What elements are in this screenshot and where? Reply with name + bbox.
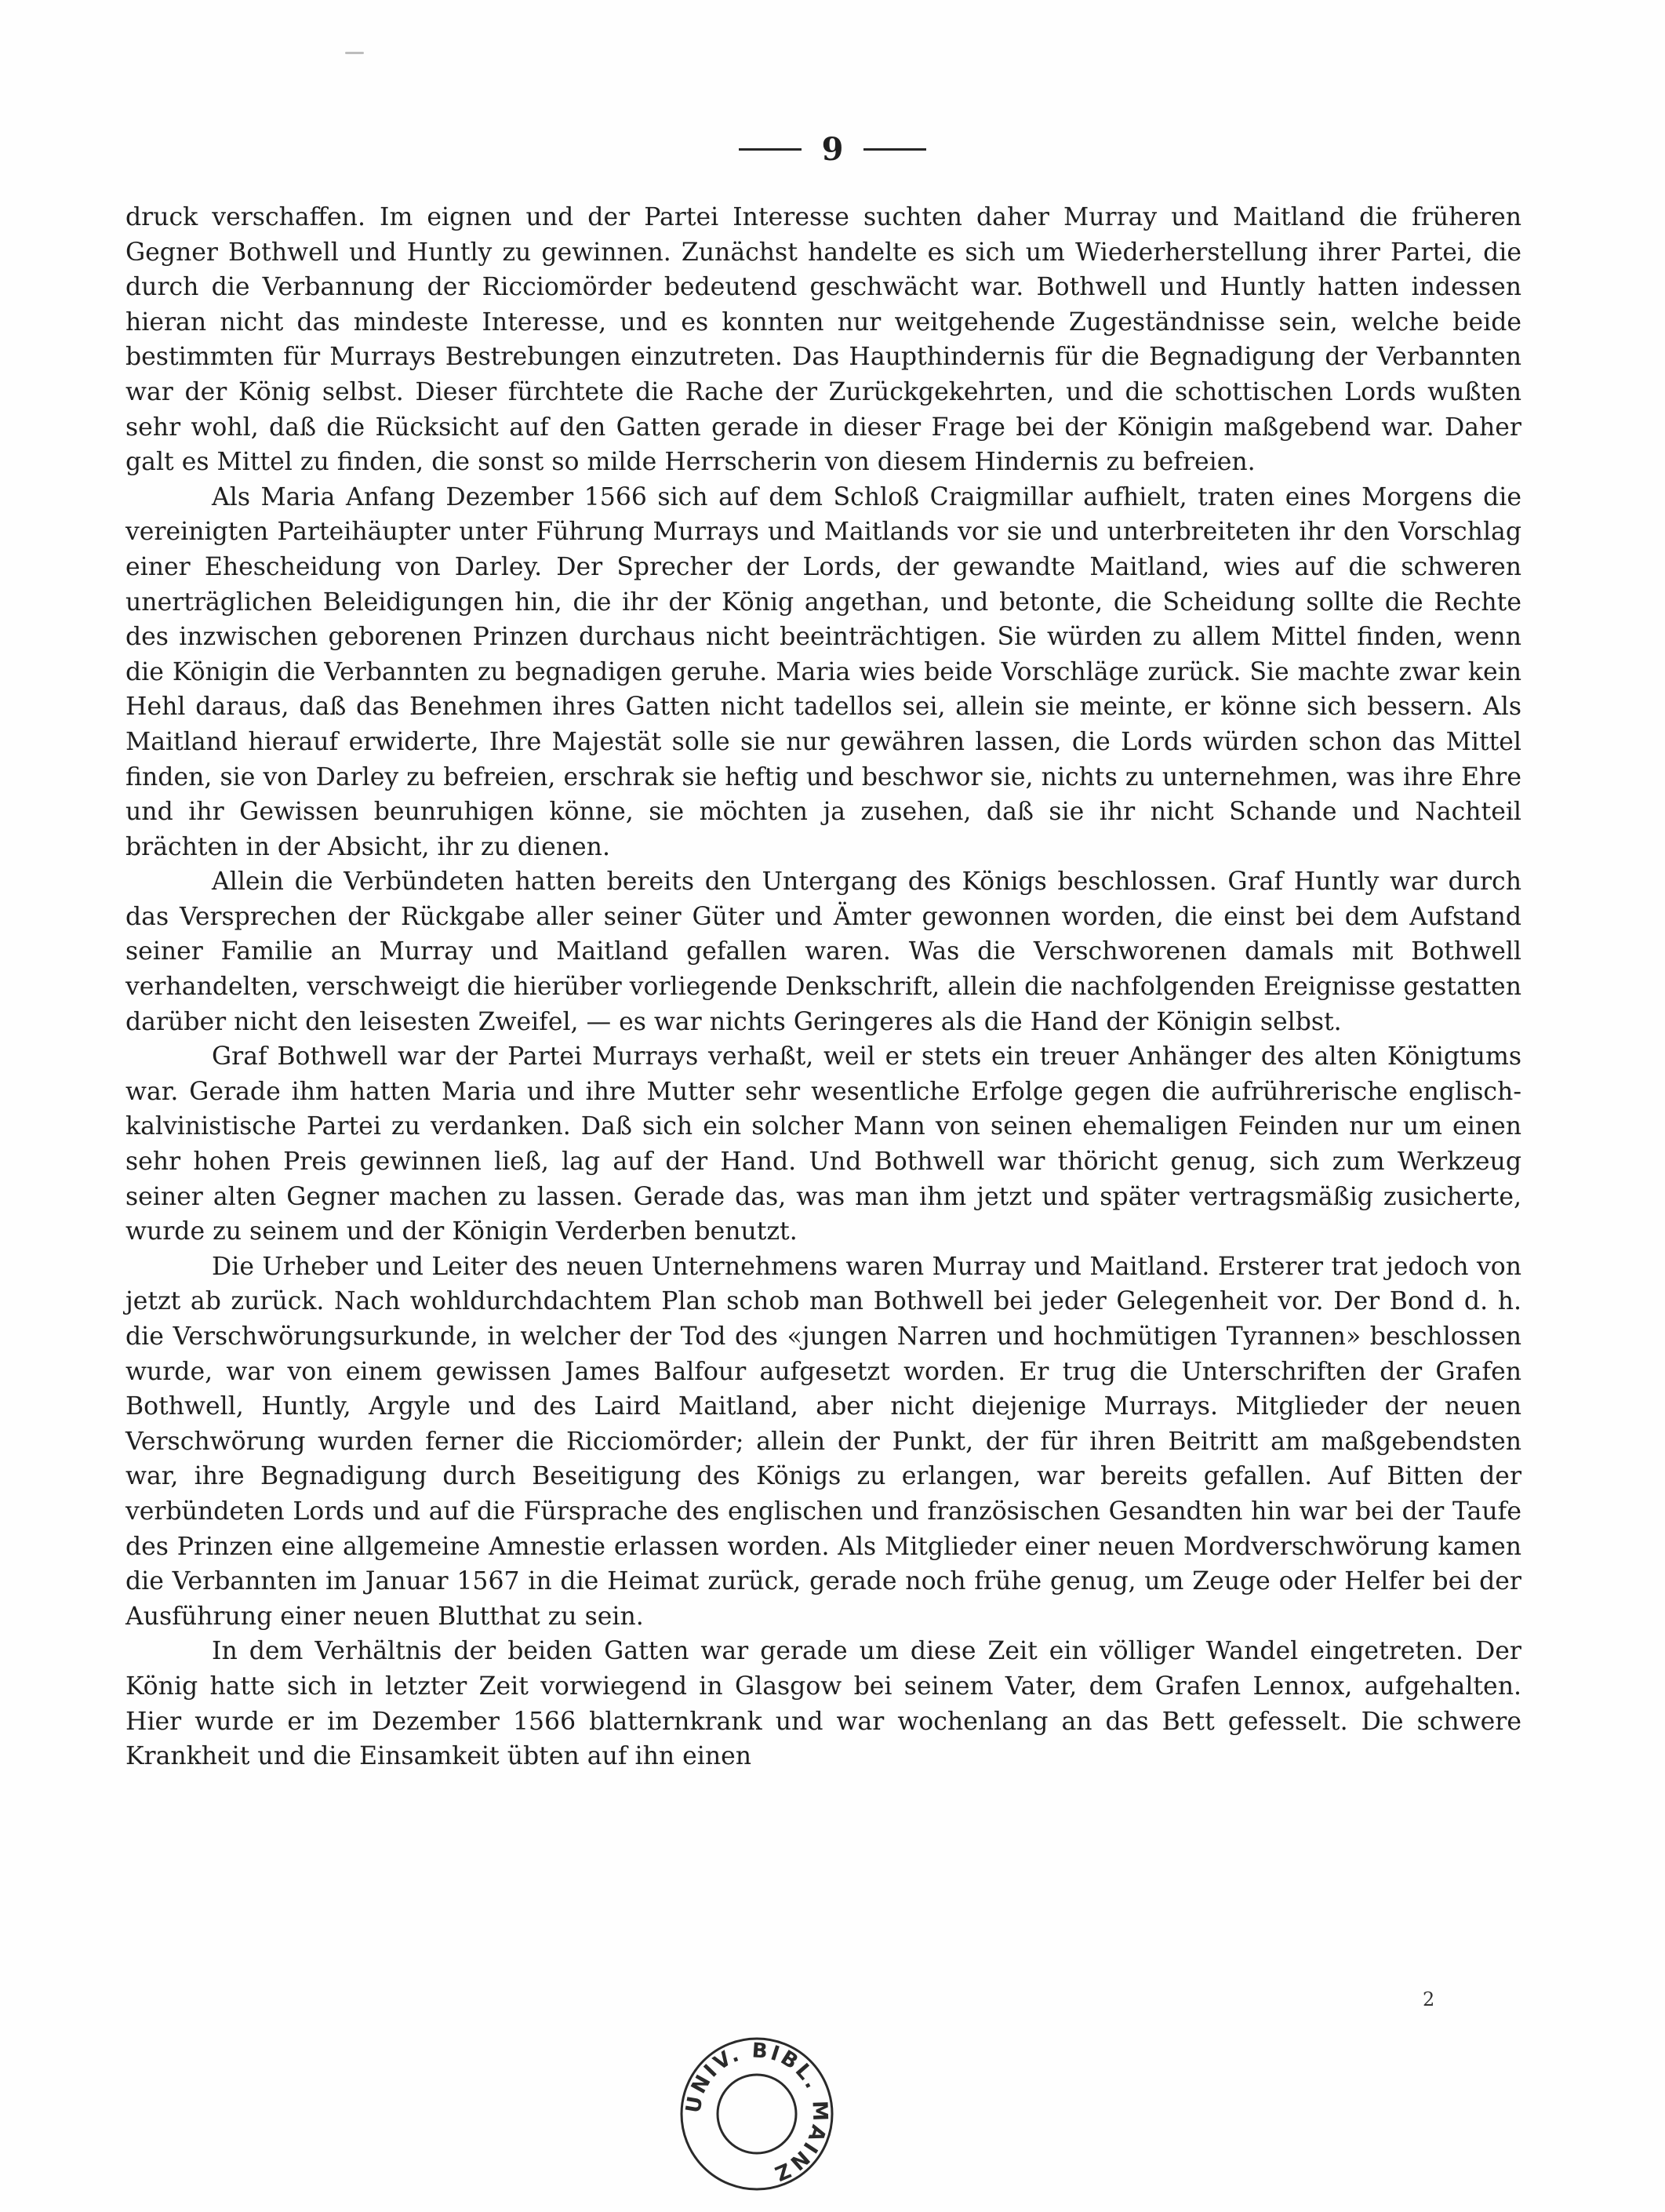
- page-header: [0, 124, 1665, 174]
- scan-smudge: [345, 52, 364, 54]
- stamp-ring-text: UNIV. BIBL. MAINZ: [682, 2039, 832, 2186]
- body-text: [125, 200, 1521, 1774]
- paragraph: Als Maria Anfang Dezember 1566 sich auf dem Schloß Craigmillar aufhielt, traten eines Morgens die vereinigten Parteihäupter unter Führung Murrays und Maitlands vor sie und unterbreiteten ihr den Vorschlag einer Ehescheidung von Darley. Der Sprecher der Lords, der gewandte Maitland, wies auf die schweren unerträglichen Beleidigungen hin, die ihr der König angethan, und betonte, die Scheidung sollte die Rechte des inzwischen geborenen Prinzen durchaus nicht beeinträchtigen. Sie würden zu allem Mittel finden, wenn die Königin die Verbannten zu begnadigen geruhe. Maria wies beide Vorschläge zurück. Sie machte zwar kein Hehl daraus, daß das Benehmen ihres Gatten nicht tadellos sei, allein sie meinte, er könne sich bessern. Als Maitland hierauf erwiderte, Ihre Majestät solle sie nur gewähren lassen, die Lords würden schon das Mittel finden, sie von Darley zu befreien, erschrak sie heftig und beschwor sie, nichts zu unternehmen, was ihre Ehre und ihr Gewissen beunruhigen könne, sie möchten ja zusehen, daß sie ihr nicht Schande und Nachteil brächten in der Absicht, ihr zu dienen.: [125, 482, 1521, 861]
- paragraph: Die Urheber und Leiter des neuen Unternehmens waren Murray und Maitland. Ersterer trat jedoch von jetzt ab zurück. Nach wohldurchdachtem Plan schob man Bothwell bei jeder Gelegenheit vor. Der Bond d. h. die Verschwörungsurkunde, in welcher der Tod des «jungen Narren und hochmütigen Tyrannen» beschlossen wurde, war von einem gewissen James Balfour aufgesetzt worden. Er trug die Unterschriften der Grafen Bothwell, Huntly, Argyle und des Laird Maitland, aber nicht diejenige Murrays. Mitglieder der neuen Verschwörung wurden ferner die Ricciomörder; allein der Punkt, der für ihren Beitritt am maßgebendsten war, ihre Begnadigung durch Beseitigung des Königs zu erlangen, war bereits gefallen. Auf Bitten der verbündeten Lords und auf die Fürsprache des englischen und französischen Gesandten hin war bei der Taufe des Prinzen eine allgemeine Amnestie erlassen worden. Als Mitglieder einer neuen Mordverschwörung kamen die Verbannten im Januar 1567 in die Heimat zurück, gerade noch frühe genug, um Zeuge oder Helfer bei der Ausführung einer neuen Blutthat zu sein.: [125, 1252, 1521, 1631]
- paragraph: In dem Verhältnis der beiden Gatten war gerade um diese Zeit ein völliger Wandel eingetreten. Der König hatte sich in letzter Zeit vorwiegend in Glasgow bei seinem Vater, dem Grafen Lennox, aufgehalten. Hier wurde er im Dezember 1566 blatternkrank und war wochenlang an das Bett gefesselt. Die schwere Krankheit und die Einsamkeit übten auf ihn einen: [125, 1637, 1521, 1771]
- signature-mark: 2: [1423, 1988, 1435, 2010]
- stamp-inner-ring: [718, 2075, 796, 2153]
- paragraph: Allein die Verbündeten hatten bereits den Untergang des Königs beschlossen. Graf Huntly war durch das Versprechen der Rückgabe aller seiner Güter und Ämter gewonnen worden, die einst bei dem Aufstand seiner Familie an Murray und Maitland gefallen waren. Was die Verschworenen damals mit Bothwell verhandelten, verschweigt die hierüber vorliegende Denkschrift, allein die nachfolgenden Ereignisse gestatten darüber nicht den leisesten Zweifel, — es war nichts Geringeres als die Hand der Königin selbst.: [125, 868, 1521, 1036]
- paragraph: druck verschaffen. Im eignen und der Partei Interesse suchten daher Murray und Maitland die früheren Gegner Bothwell und Huntly zu gewinnen. Zunächst handelte es sich um Wiederherstellung ihrer Partei, die durch die Verbannung der Ricciomörder bedeutend geschwächt war. Bothwell und Huntly hatten indessen hieran nicht das mindeste Interesse, und es konnten nur weitgehende Zugeständnisse sein, welche beide bestimmten für Murrays Bestrebungen einzutreten. Das Haupthindernis für die Begnadigung der Verbannten war der König selbst. Dieser fürchtete die Rache der Zurückgekehrten, und die schottischen Lords wußten sehr wohl, daß die Rücksicht auf den Gatten gerade in dieser Frage bei der Königin maßgebend war. Daher galt es Mittel zu finden, die sonst so milde Herrscherin von diesem Hindernis zu befreien.: [125, 203, 1521, 477]
- header-dash-left: [739, 148, 802, 151]
- paragraph: Graf Bothwell war der Partei Murrays verhaßt, weil er stets ein treuer Anhänger des alten Königtums war. Gerade ihm hatten Maria und ihre Mutter sehr wesentliche Erfolge gegen die aufrührerische englisch-kalvinistische Partei zu verdanken. Daß sich ein solcher Mann von seinen ehemaligen Feinden nur um einen sehr hohen Preis gewinnen ließ, lag auf der Hand. Und Bothwell war thöricht genug, sich zum Werkzeug seiner alten Gegner machen zu lassen. Gerade das, was man ihm jetzt und später vertragsmäßig zusicherte, wurde zu seinem und der Königin Verderben benutzt.: [125, 1042, 1521, 1246]
- page-number: 9: [821, 130, 844, 168]
- library-stamp: [674, 2032, 839, 2196]
- header-dash-right: [863, 148, 926, 151]
